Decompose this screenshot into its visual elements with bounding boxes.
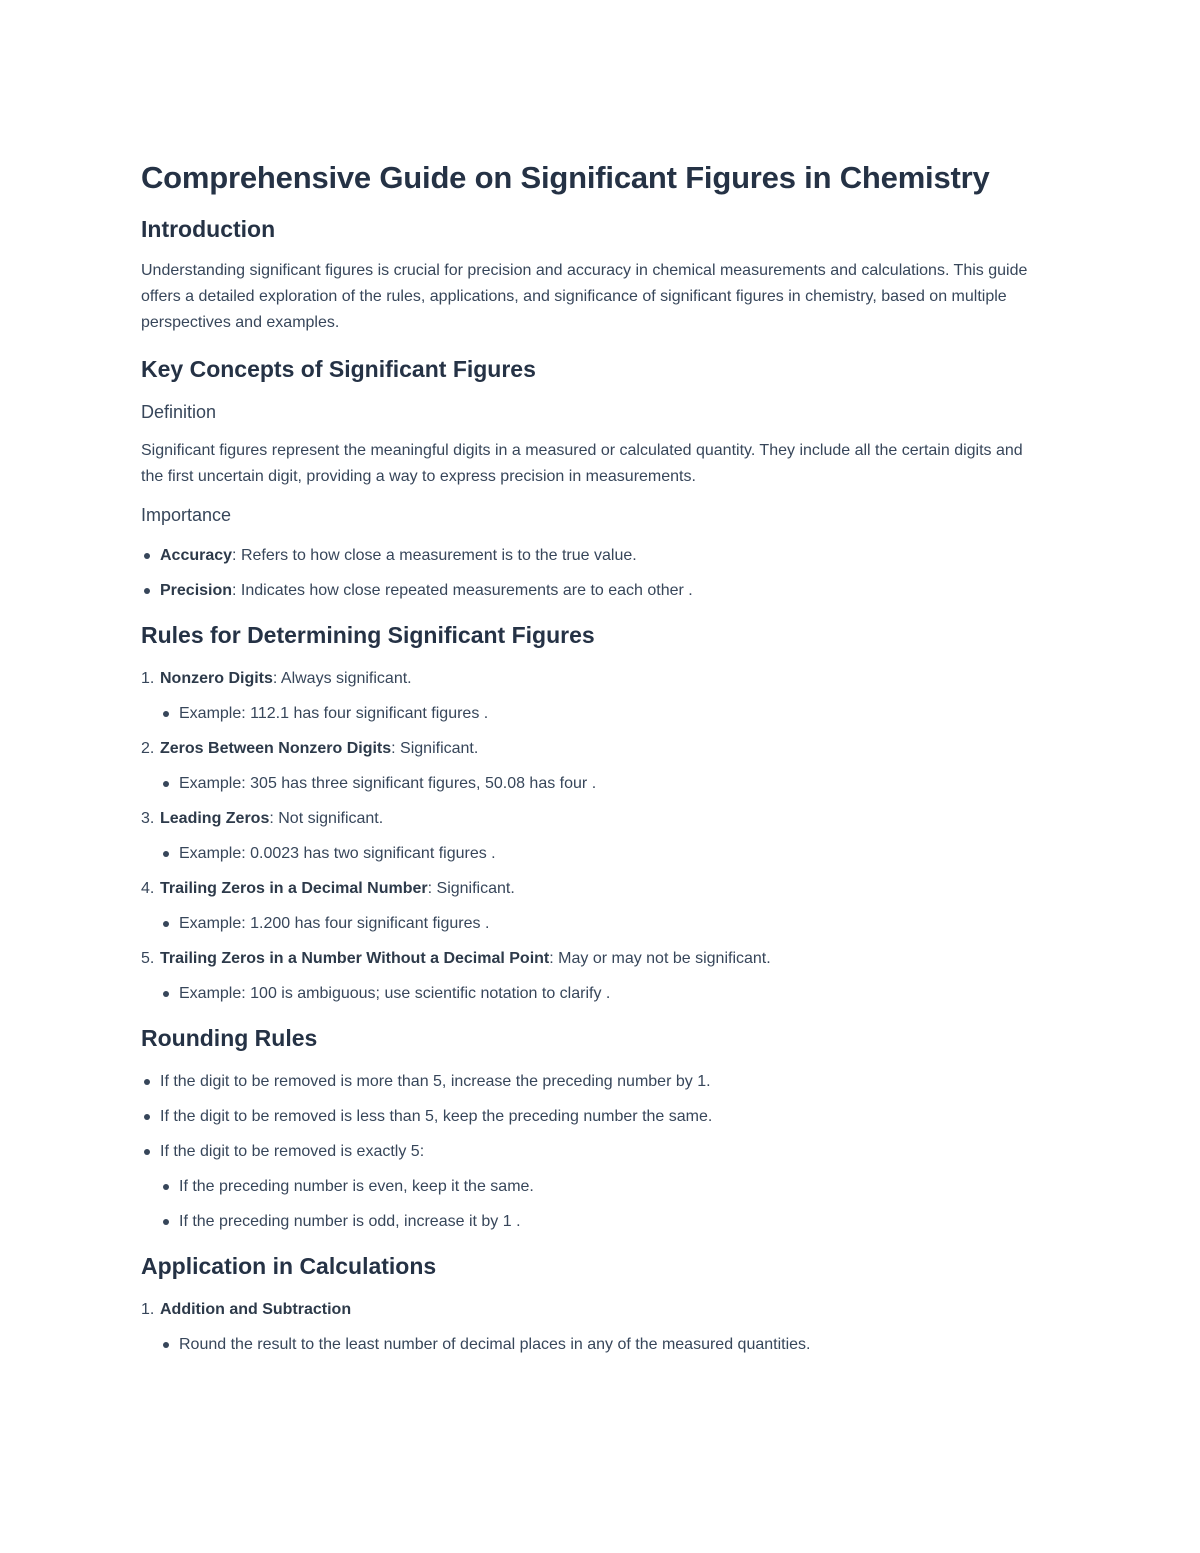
key-concepts-heading: Key Concepts of Significant Figures — [141, 356, 536, 382]
rule-example: Example: 112.1 has four significant figures . — [160, 703, 1041, 725]
rule-item — [141, 808, 1041, 830]
rule-example: Example: 1.200 has four significant figures . — [160, 913, 1041, 935]
rule-text: : Not significant. — [269, 810, 384, 827]
rule-term: Trailing Zeros in a Decimal Number — [160, 880, 428, 897]
list-sub-item: If the preceding number is odd, increase it by 1 . — [160, 1211, 1041, 1233]
term-label: Accuracy — [160, 547, 233, 564]
rule-term: Trailing Zeros in a Number Without a Decimal Point — [160, 950, 550, 967]
definition-text: Significant figures represent the meaningful digits in a measured or calculated quantity. They include all the certain digits and the first uncertain digit, providing a way to express precision in measurements. — [141, 442, 1023, 485]
list-item: If the digit to be removed is exactly 5: — [141, 1141, 1041, 1163]
rule-example: Example: 100 is ambiguous; use scientific notation to clarify . — [160, 983, 1041, 1005]
application-item — [141, 1299, 1041, 1321]
page-title: Comprehensive Guide on Significant Figures in Chemistry — [141, 160, 990, 195]
document-page — [141, 158, 1041, 1356]
term-description: : Refers to how close a measurement is to the true value. — [232, 547, 637, 564]
rule-item — [141, 738, 1041, 760]
list-item: If the digit to be removed is more than 5, increase the preceding number by 1. — [141, 1071, 1041, 1093]
rules-list — [141, 668, 1041, 1005]
list-number: 4. — [141, 880, 155, 897]
list-number: 5. — [141, 950, 155, 967]
rules-heading: Rules for Determining Significant Figures — [141, 622, 595, 648]
importance-heading: Importance — [141, 505, 232, 525]
rule-text: : Significant. — [427, 880, 515, 897]
definition-heading: Definition — [141, 402, 217, 422]
rounding-list — [141, 1071, 1041, 1233]
application-list — [141, 1299, 1041, 1356]
list-number: 2. — [141, 740, 155, 757]
importance-list — [141, 545, 1041, 602]
introduction-text: Understanding significant figures is crucial for precision and accuracy in chemical measurements and calculations. This guide offers a detailed exploration of the rules, applications, and significance of significant figures in chemistry, based on multiple perspectives and examples. — [141, 262, 1028, 331]
rule-item — [141, 878, 1041, 900]
rule-text: : Significant. — [391, 740, 479, 757]
rule-example: Example: 305 has three significant figures, 50.08 has four . — [160, 773, 1041, 795]
rounding-heading: Rounding Rules — [141, 1025, 318, 1051]
application-sub-item: Round the result to the least number of decimal places in any of the measured quantities. — [160, 1334, 1041, 1356]
list-number: 1. — [141, 670, 155, 687]
rule-example: Example: 0.0023 has two significant figures . — [160, 843, 1041, 865]
term-description: : Indicates how close repeated measurements are to each other . — [232, 582, 693, 599]
list-number: 3. — [141, 810, 155, 827]
application-heading: Application in Calculations — [141, 1253, 437, 1279]
list-sub-item: If the preceding number is even, keep it the same. — [160, 1176, 1041, 1198]
rule-item — [141, 668, 1041, 690]
term-label: Precision — [160, 582, 233, 599]
rule-term: Nonzero Digits — [160, 670, 273, 687]
rule-item — [141, 948, 1041, 970]
rule-text: : Always significant. — [272, 670, 412, 687]
application-term: Addition and Subtraction — [160, 1301, 352, 1318]
list-number: 1. — [141, 1301, 155, 1318]
rule-term: Zeros Between Nonzero Digits — [160, 740, 392, 757]
list-item — [141, 580, 1041, 602]
introduction-heading: Introduction — [141, 216, 276, 242]
list-item — [141, 545, 1041, 567]
rule-term: Leading Zeros — [160, 810, 270, 827]
list-item: If the digit to be removed is less than 5, keep the preceding number the same. — [141, 1106, 1041, 1128]
rule-text: : May or may not be significant. — [549, 950, 771, 967]
